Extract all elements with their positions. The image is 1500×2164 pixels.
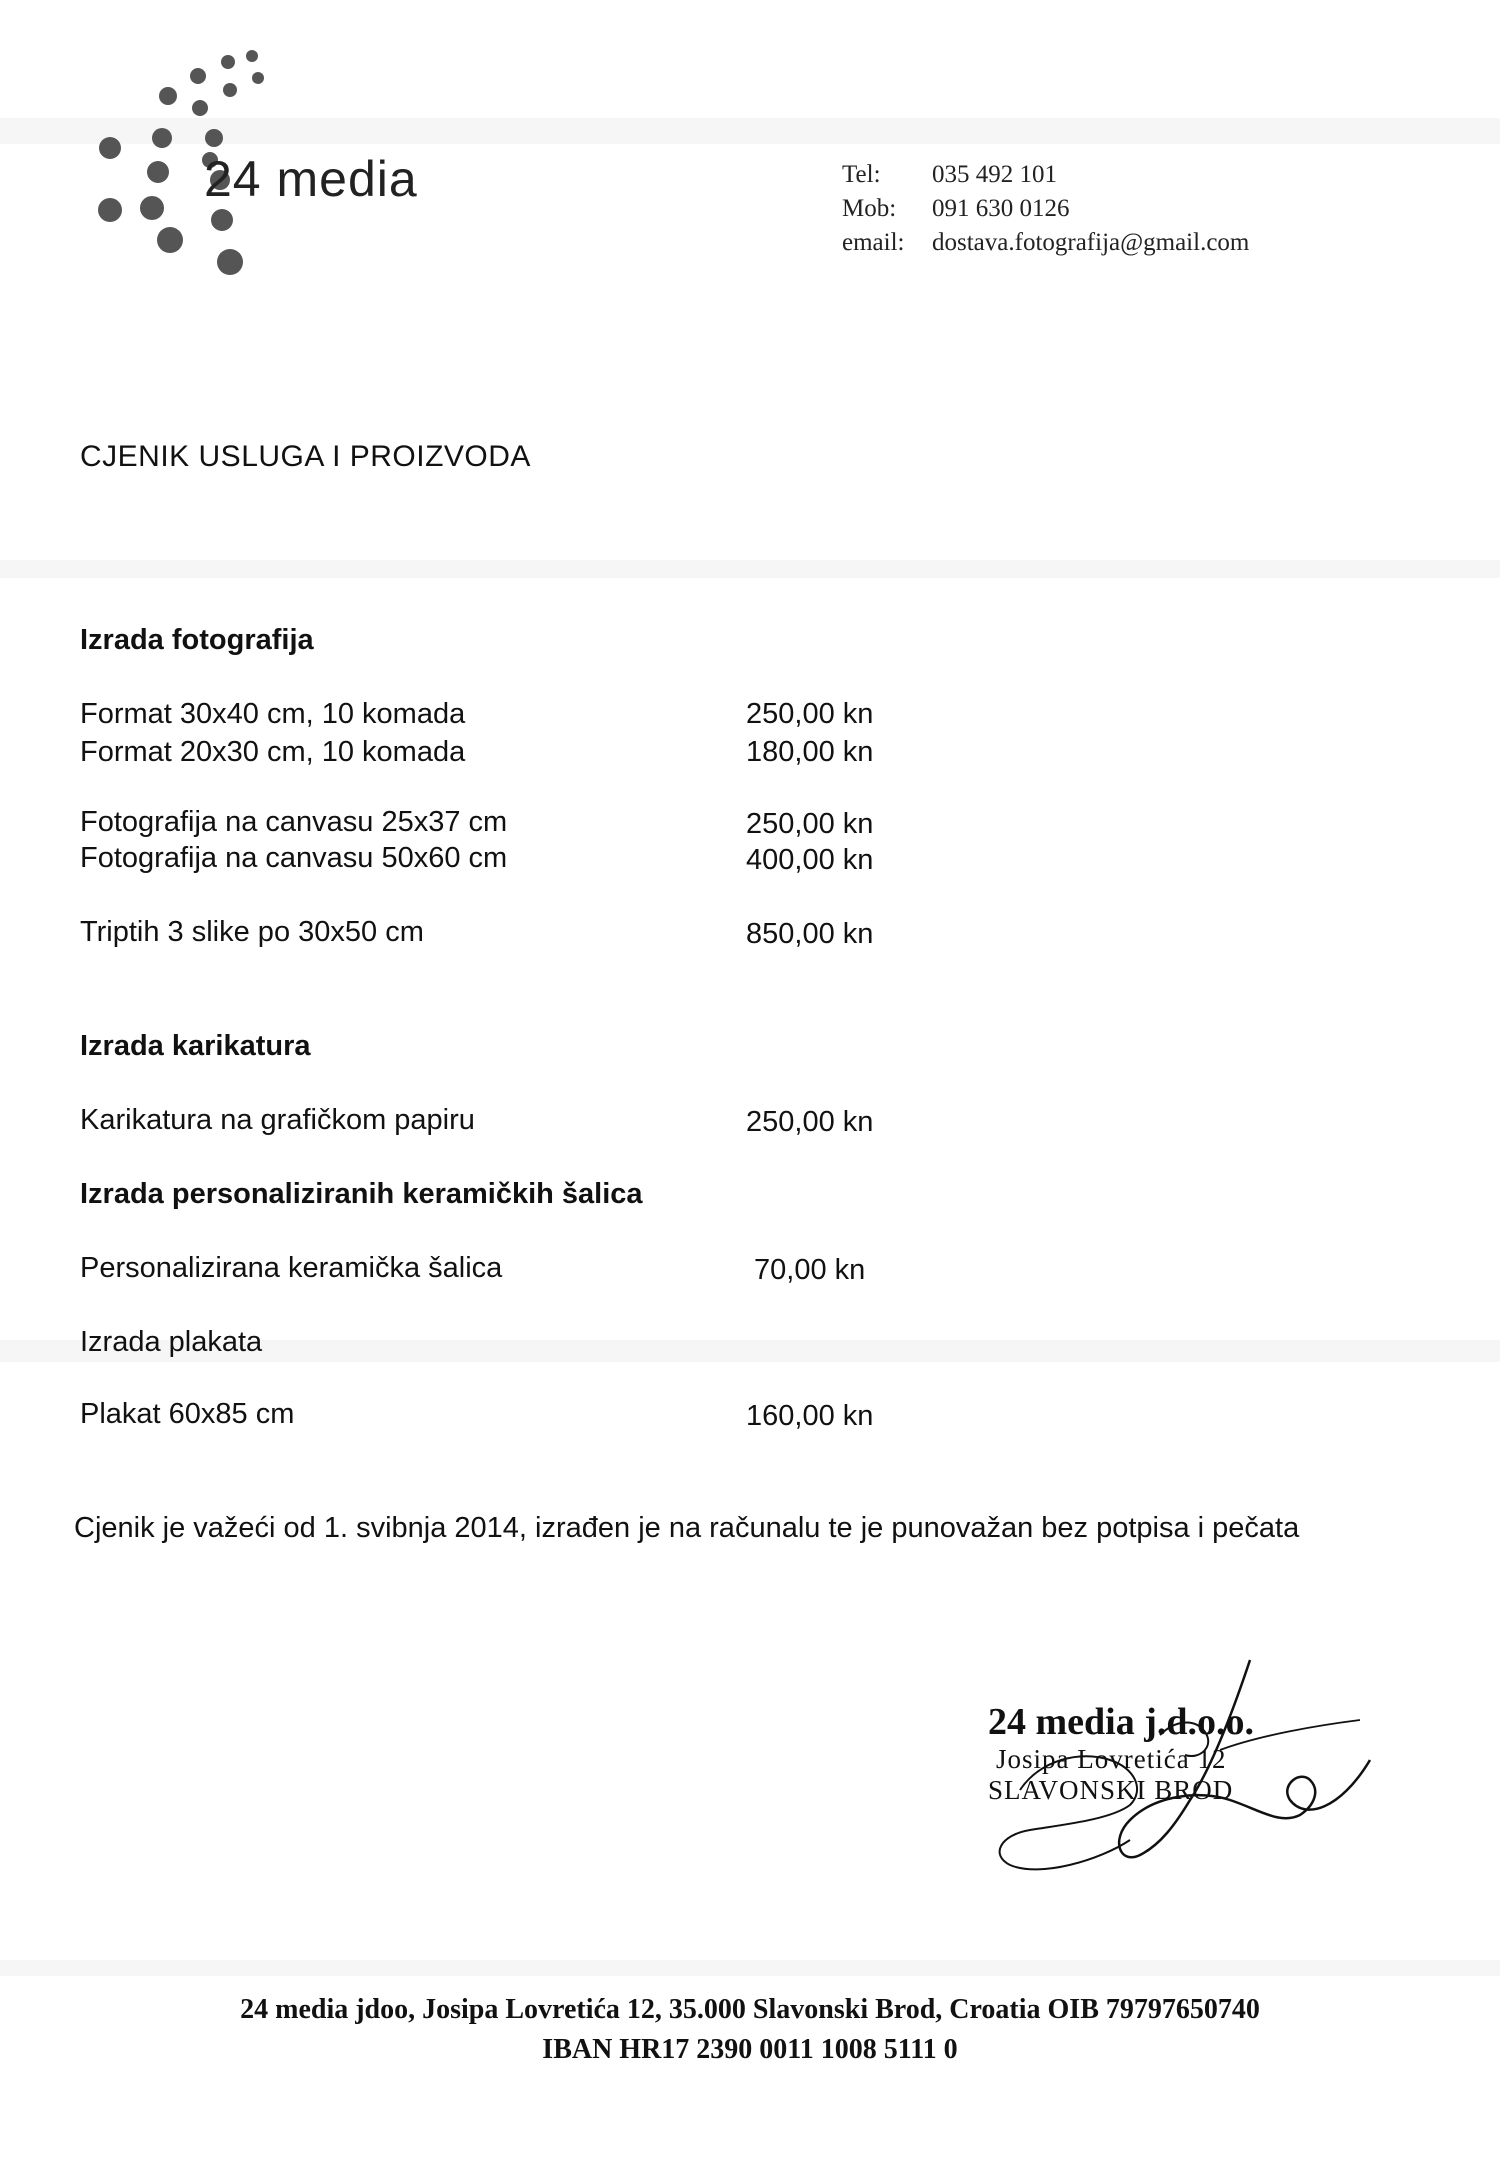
contact-row-tel: [842, 158, 1249, 192]
contact-value: dostava.fotografija@gmail.com: [932, 229, 1250, 256]
contact-label: Mob:: [842, 195, 897, 222]
stamp-address: Josipa Lovretića 12: [996, 1744, 1227, 1774]
price-item-name: Fotografija na canvasu 50x60 cm: [80, 842, 508, 874]
price-item-value: 250,00 kn: [746, 1106, 874, 1138]
price-item-name: Plakat 60x85 cm: [80, 1398, 295, 1430]
scan-band: [0, 1960, 1500, 1976]
price-item-value: 180,00 kn: [746, 736, 874, 768]
price-item-value: 250,00 kn: [746, 808, 874, 840]
price-item-name: Personalizirana keramička šalica: [80, 1252, 503, 1284]
validity-note: Cjenik je važeći od 1. svibnja 2014, izrađen je na računalu te je punovažan bez potpisa i pečata: [74, 1512, 1300, 1544]
price-item-name: Format 30x40 cm, 10 komada: [80, 698, 466, 730]
footer-line-iban: IBAN HR17 2390 0011 1008 5111 0: [542, 2034, 958, 2065]
section-title-karikature: Izrada karikatura: [80, 1030, 311, 1062]
contact-value: 035 492 101: [932, 161, 1057, 188]
footer-line-company: 24 media jdoo, Josipa Lovretića 12, 35.000 Slavonski Brod, Croatia OIB 79797650740: [240, 1994, 1260, 2025]
stamp-city: SLAVONSKI BROD: [988, 1775, 1234, 1805]
contact-label: email:: [842, 229, 905, 256]
price-item-name: Format 20x30 cm, 10 komada: [80, 736, 466, 768]
signature-icon: [960, 1640, 1380, 1880]
price-item-name: Karikatura na grafičkom papiru: [80, 1104, 475, 1136]
price-item-value: 850,00 kn: [746, 918, 874, 950]
price-item-name: Fotografija na canvasu 25x37 cm: [80, 806, 508, 838]
section-title-plakati: Izrada plakata: [80, 1326, 263, 1358]
logo-text: 24 media: [204, 151, 418, 207]
stamp-company-name: 24 media j.d.o.o.: [988, 1701, 1254, 1743]
contact-label: Tel:: [842, 161, 881, 188]
section-title-salice: Izrada personaliziranih keramičkih šalica: [80, 1178, 643, 1210]
price-item-value: 400,00 kn: [746, 844, 874, 876]
price-item-name: Triptih 3 slike po 30x50 cm: [80, 916, 424, 948]
contact-block: [842, 158, 1249, 260]
contact-value: 091 630 0126: [932, 195, 1070, 222]
scan-band: [0, 560, 1500, 578]
price-item-value: 70,00 kn: [754, 1254, 866, 1286]
footer: [0, 1990, 1500, 2070]
contact-row-mob: [842, 192, 1249, 226]
contact-row-email: [842, 226, 1249, 260]
page-title: CJENIK USLUGA I PROIZVODA: [80, 440, 531, 473]
price-item-value: 160,00 kn: [746, 1400, 874, 1432]
section-title-fotografije: Izrada fotografija: [80, 624, 314, 656]
price-item-value: 250,00 kn: [746, 698, 874, 730]
